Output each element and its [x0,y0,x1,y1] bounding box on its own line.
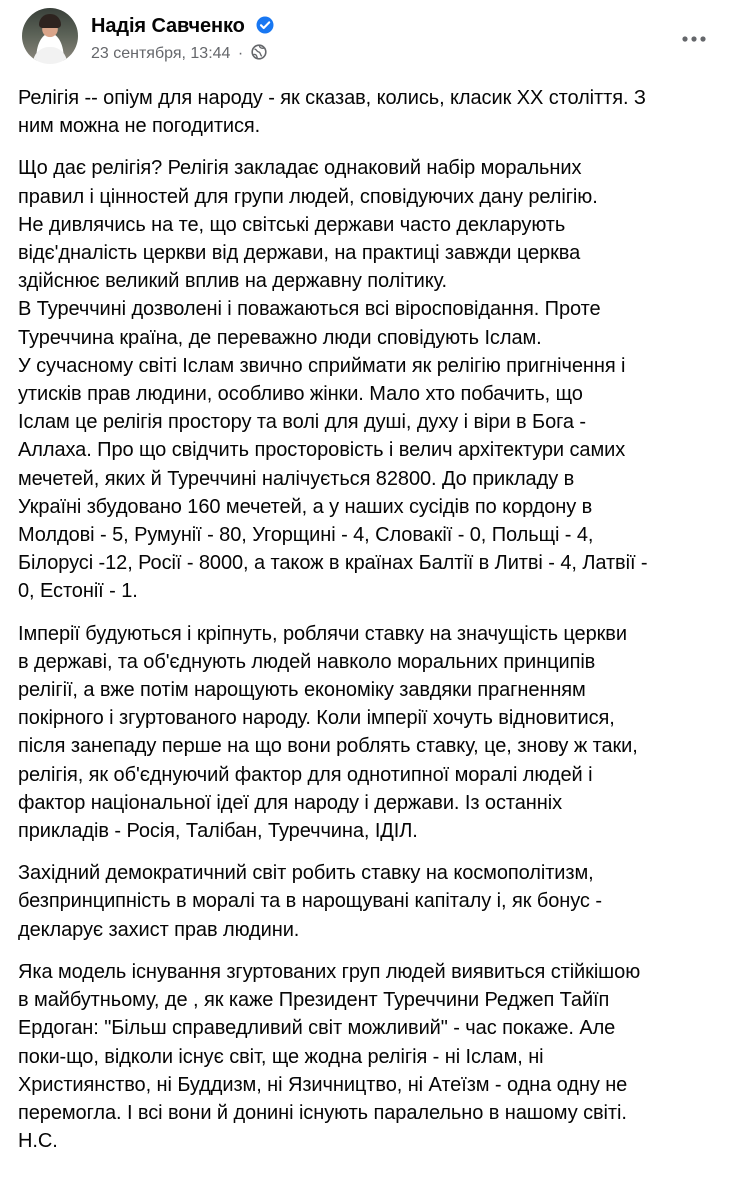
meta-separator: · [237,45,244,62]
post-meta [91,44,267,64]
globe-icon[interactable] [251,44,267,60]
post-paragraph-3: Імперії будуються і кріпнуть, роблячи ставку на значущість церкви в державі, та об'єднують людей навколо моральних принципів релігії, а вже потім нарощують економіку завдяки прагненням покірного і згуртованого народу. Коли імперії хочуть відновитися, після занепаду перше на що вони роблять ставку, це, знову ж таки, релігія, як об'єднуючий фактор для однотипної моралі людей і фактор національної ідеї для народу і держави. Із останніх прикладів - Росія, Талібан, Туреччина, ІДІЛ. [18,622,638,843]
author-name[interactable]: Надія Савченко [91,15,245,37]
author-avatar[interactable] [22,8,78,64]
post-paragraph-5: Яка модель існування згуртованих груп людей виявиться стійкішою в майбутньому, де , як каже Президент Туреччини Реджеп Тайїп Ердоган: "Більш справедливий світ можливий" - час покаже. Але поки-що, відколи існує світ, ще жодна релігія - ні Іслам, ні Християнство, ні Буддизм, ні Язичництво, ні Атеїзм - одна одну не перемогла. І всі вони й донині існують паралельно в нашому світі. Н.С. [18,960,641,1153]
post-body [18,84,711,1169]
avatar-shirt [33,47,67,64]
post-paragraph-1: Релігія -- опіум для народу - як сказав, колись, класик XX століття. З ним можна не погодитися. [18,87,646,138]
avatar-hair [39,14,61,28]
post-header [18,0,711,72]
more-options-icon[interactable] [677,25,711,49]
verified-badge-icon [256,16,274,34]
author-name-row [91,14,274,38]
post-paragraph-4: Західний демократичний світ робить ставку на космополітизм, безпринципність в моралі та в нарощувані капіталу і, як бонус - декларує захист прав людини. [18,862,602,941]
post-date[interactable]: 23 сентября, 13:44 [91,45,231,62]
post-paragraph-2: Що дає релігія? Релігія закладає однаковий набір моральних правил і цінностей для групи людей, сповідуючих дану релігію. Не дивлячись на те, що світські держави часто декларують відє'дналість церкви від держави, на практиці завжди церква здійснює великий вплив на державну політику. В Туреччині дозволені і поважаються всі віросповідання. Проте Туреччина країна, де переважно люди сповідують Іслам. У сучасному світі Іслам звично сприймати як релігію пригнічення і утисків прав людини, особливо жінки. Мало хто побачить, що Іслам це релігія простору та волі для душі, духу і віри в Бога - Аллаха. Про що свідчить просторовість і велич архітектури самих мечетей, яких й Туреччині налічується 82800. До прикладу в Україні збудовано 160 мечетей, а у наших сусідів по кордону в Молдові - 5, Румунії - 80, Угорщині - 4, Словакії - 0, Польщі - 4, Білорусі -12, Росії - 8000, а також в країнах Балтії в Литві - 4, Латвії - 0, Естонії - 1. [18,157,648,603]
